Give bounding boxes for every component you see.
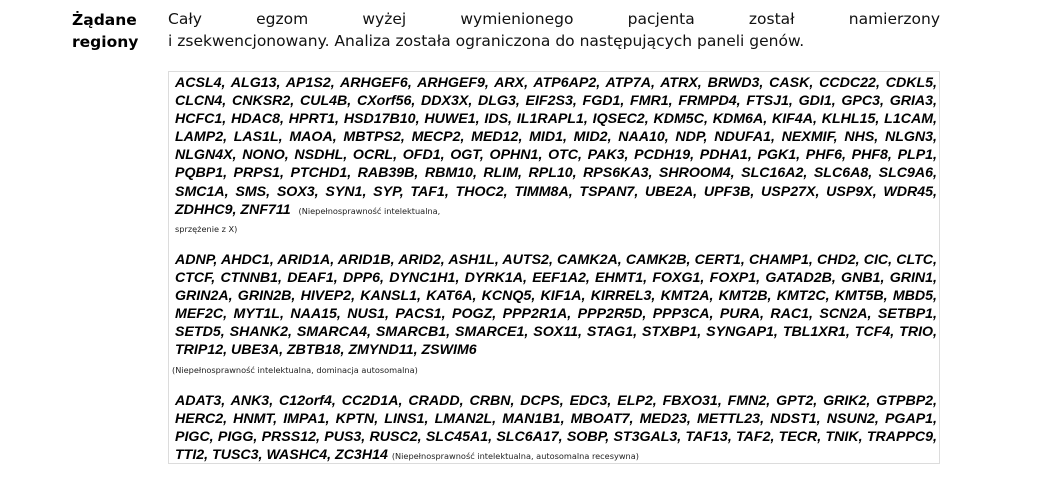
intro-line-2: i zsekwencjonowany. Analiza została ograniczona do następujących paneli genów. bbox=[168, 32, 805, 50]
section-label: Żądane regiony bbox=[72, 11, 139, 51]
intro-line-1: Cały egzom wyżej wymienionego pacjenta został namierzony bbox=[168, 10, 940, 28]
gene-panel-autosomal-dominant bbox=[175, 251, 937, 360]
gene-list-xlinked: ACSL4, ALG13, AP1S2, ARHGEF6, ARHGEF9, ARX, ATP6AP2, ATP7A, ATRX, BRWD3, CASK, CCDC22, CDKL5, CLCN4, CNKSR2, CUL4B, CXorf56, DDX3X, DLG3, EIF2S3, FGD1, FMR1, FRMPD4, FTSJ1, GDI1, GPC3, GRIA3, HCFC1, HDAC8, HPRT1, HSD17B10, HUWE1, IDS, IL1RAPL1, IQSEC2, KDM5C, KDM6A, KIF4A, KLHL15, L1CAM, LAMP2, LAS1L, MAOA, MBTPS2, MECP2, MED12, MID1, MID2, NAA10, NDP, NDUFA1, NEXMIF, NHS, NLGN3, NLGN4X, NONO, NSDHL, OCRL, OFD1, OGT, OPHN1, OTC, PAK3, PCDH19, PDHA1, PGK1, PHF6, PHF8, PLP1, PQBP1, PRPS1, PTCHD1, RAB39B, RBM10, RLIM, RPL10, RPS6KA3, SHROOM4, SLC16A2, SLC6A8, SLC9A6, SMC1A, SMS, SOX3, SYN1, SYP, TAF1, THOC2, TIMM8A, TSPAN7, UBE2A, UPF3B, USP27X, USP9X, WDR45, ZDHHC9, ZNF711 bbox=[175, 75, 937, 218]
gene-list-autosomal-recessive: ADAT3, ANK3, C12orf4, CC2D1A, CRADD, CRBN, DCPS, EDC3, ELP2, FBXO31, FMN2, GPT2, GRIK2, GTPBP2, HERC2, HNMT, IMPA1, KPTN, LINS1, LMAN2L, MAN1B1, MBOAT7, MED23, METTL23, NDST1, NSUN2, PGAP1, PIGC, PIGG, PRSS12, PUS3, RUSC2, SLC45A1, SLC6A17, SOBP, ST3GAL3, TAF13, TAF2, TECR, TNIK, TRAPPC9, TTI2, TUSC3, WASHC4, ZC3H14 bbox=[175, 393, 937, 464]
gene-list-autosomal-dominant: ADNP, AHDC1, ARID1A, ARID1B, ARID2, ASH1L, AUTS2, CAMK2A, CAMK2B, CERT1, CHAMP1, CHD2, CIC, CLTC, CTCF, CTNNB1, DEAF1, DPP6, DYNC1H1, DYRK1A, EEF1A2, EHMT1, FOXG1, FOXP1, GATAD2B, GNB1, GRIN1, GRIN2A, GRIN2B, HIVEP2, KANSL1, KAT6A, KCNQ5, KIF1A, KIRREL3, KMT2A, KMT2B, KMT2C, KMT5B, MBD5, MEF2C, MYT1L, NAA15, NUS1, PACS1, POGZ, PPP2R1A, PPP2R5D, PPP3CA, PURA, RAC1, SCN2A, SETBP1, SETD5, SHANK2, SMARCA4, SMARCB1, SMARCE1, SOX11, STAG1, STXBP1, SYNGAP1, TBL1XR1, TCF4, TRIO, TRIP12, UBE3A, ZBTB18, ZMYND11, ZSWIM6 bbox=[175, 252, 937, 359]
panel-note-autosomal-recessive: (Niepełnosprawność intelektualna, autosomalna recesywna) bbox=[391, 451, 639, 462]
gene-panel-autosomal-recessive bbox=[175, 392, 937, 465]
intro-paragraph bbox=[168, 8, 940, 52]
panel-note-xlinked: (Niepełnosprawność intelektualna, bbox=[298, 205, 441, 216]
panel-note-xlinked-continued: sprzężenie z X) bbox=[175, 224, 238, 234]
gene-panel-xlinked bbox=[175, 74, 937, 220]
panel-note-autosomal-dominant: (Niepełnosprawność intelektualna, dominacja autosomalna) bbox=[172, 365, 418, 375]
